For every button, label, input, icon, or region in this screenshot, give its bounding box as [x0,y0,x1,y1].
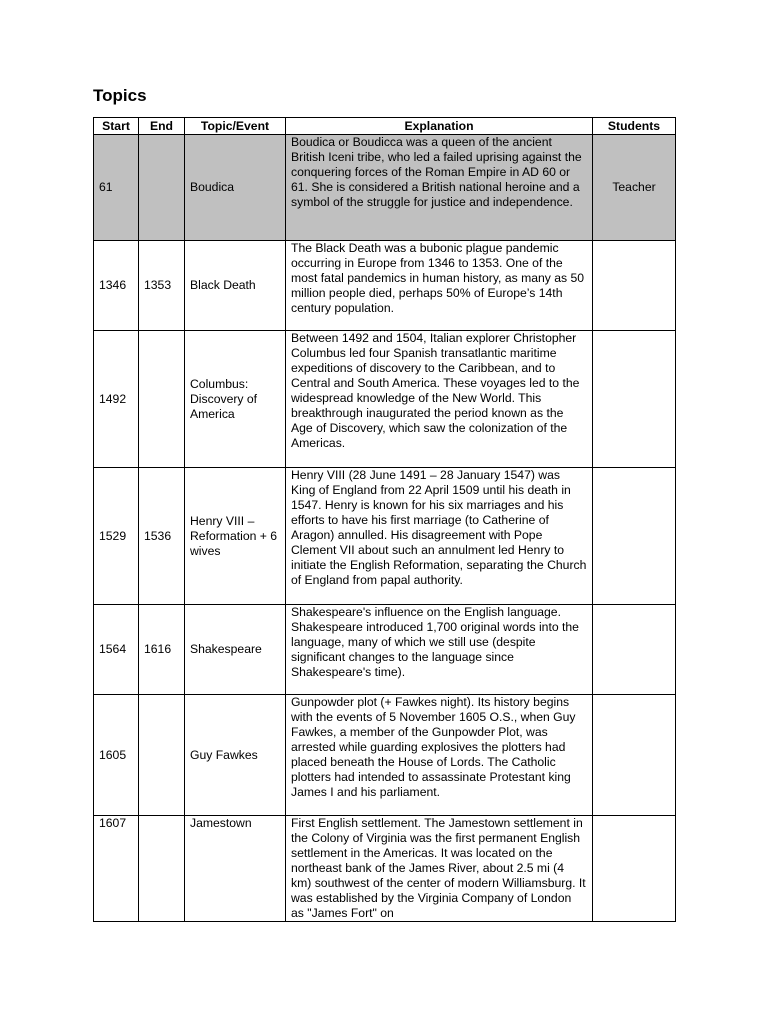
cell-start: 1607 [94,816,139,922]
cell-topic: Henry VIII – Reformation + 6 wives [185,468,286,605]
cell-start: 1492 [94,331,139,468]
cell-explanation: Shakespeare's influence on the English language. Shakespeare introduced 1,700 original words into the language, many of which we still use (despite significant changes to the language since Shakespeare's time). [286,605,593,695]
cell-end: 1536 [139,468,185,605]
cell-explanation-text: First English settlement. The Jamestown settlement in the Colony of Virginia was the first permanent English settlement in the Americas. It was located on the northeast bank of the James River, about 2.5 mi (4 km) southwest of the center of modern Williamsburg. It was established by the Virginia Company of London as "James Fort" on [291,816,586,920]
column-header-explanation: Explanation [286,118,593,135]
cell-students [593,241,676,331]
cell-students [593,468,676,605]
cell-start: 1346 [94,241,139,331]
cell-students [593,331,676,468]
table-row [94,605,676,695]
cell-topic: Boudica [185,135,286,241]
column-header-start: Start [94,118,139,135]
cell-explanation: The Black Death was a bubonic plague pandemic occurring in Europe from 1346 to 1353. One of the most fatal pandemics in human history, as many as 50 million people died, perhaps 50% of Europe’s 14th century population. [286,241,593,331]
cell-students [593,816,676,922]
cell-explanation: Henry VIII (28 June 1491 – 28 January 1547) was King of England from 22 April 1509 until his death in 1547. Henry is known for his six marriages and his efforts to have his first marriage (to Catherine of Aragon) annulled. His disagreement with Pope Clement VII about such an annulment led Henry to initiate the English Reformation, separating the Church of England from papal authority. [286,468,593,605]
cell-end [139,695,185,816]
cell-topic: Shakespeare [185,605,286,695]
cell-explanation [286,816,593,922]
page-title: Topics [93,86,147,105]
cell-explanation: Between 1492 and 1504, Italian explorer Christopher Columbus led four Spanish transatlantic maritime expeditions of discovery to the Caribbean, and to Central and South America. These voyages led to the widespread knowledge of the New World. This breakthrough inaugurated the period known as the Age of Discovery, which saw the colonization of the Americas. [286,331,593,468]
topics-table [93,117,676,922]
table-row [94,135,676,241]
table-header-row [94,118,676,135]
column-header-topic: Topic/Event [185,118,286,135]
column-header-end: End [139,118,185,135]
cell-end [139,816,185,922]
cell-topic: Jamestown [185,816,286,922]
cell-students [593,695,676,816]
cell-explanation: Boudica or Boudicca was a queen of the ancient British Iceni tribe, who led a failed uprising against the conquering forces of the Roman Empire in AD 60 or 61. She is considered a British national heroine and a symbol of the struggle for justice and independence. [286,135,593,241]
cell-topic: Guy Fawkes [185,695,286,816]
table-row [94,695,676,816]
cell-end [139,135,185,241]
cell-students: Teacher [593,135,676,241]
table-row [94,331,676,468]
cell-end: 1353 [139,241,185,331]
table-row [94,816,676,922]
cell-start: 1605 [94,695,139,816]
cell-start: 1529 [94,468,139,605]
cell-start: 61 [94,135,139,241]
cell-students [593,605,676,695]
column-header-students: Students [593,118,676,135]
table-row [94,468,676,605]
cell-start: 1564 [94,605,139,695]
cell-topic: Black Death [185,241,286,331]
cell-explanation: Gunpowder plot (+ Fawkes night). Its history begins with the events of 5 November 1605 O.S., when Guy Fawkes, a member of the Gunpowder Plot, was arrested while guarding explosives the plotters had placed beneath the House of Lords. The Catholic plotters had intended to assassinate Protestant king James I and his parliament. [286,695,593,816]
cell-topic: Columbus: Discovery of America [185,331,286,468]
table-row [94,241,676,331]
cell-end [139,331,185,468]
cell-end: 1616 [139,605,185,695]
